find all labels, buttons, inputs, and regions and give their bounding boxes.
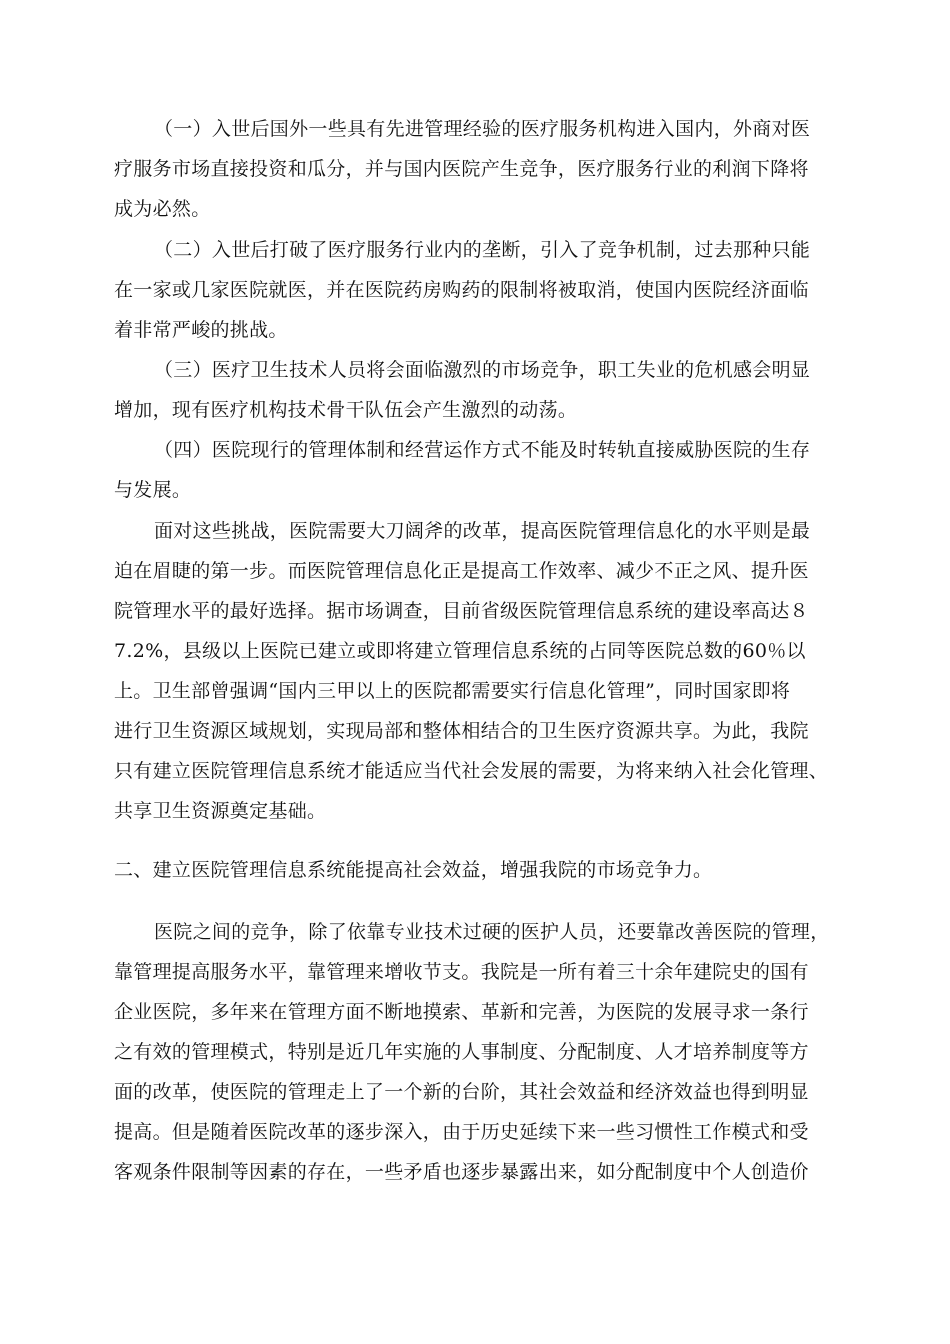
- paragraph-7-line-6: 提高。但是随着医院改革的逐步深入，由于历史延续下来一些习惯性工作模式和受: [114, 1121, 809, 1143]
- section-heading: 二、建立医院管理信息系统能提高社会效益，增强我院的市场竞争力。: [114, 859, 713, 881]
- paragraph-4-line-1: （四）医院现行的管理体制和经营运作方式不能及时转轨直接威胁医院的生存: [154, 439, 811, 461]
- paragraph-7-line-2: 靠管理提高服务水平，靠管理来增收节支。我院是一所有着三十余年建院史的国有: [114, 961, 809, 983]
- paragraph-7-line-4: 之有效的管理模式，特别是近几年实施的人事制度、分配制度、人才培养制度等方: [114, 1041, 809, 1063]
- paragraph-5-line-6: 进行卫生资源区域规划，实现局部和整体相结合的卫生医疗资源共享。为此，我院: [114, 720, 809, 742]
- paragraph-5-line-1: 面对这些挑战，医院需要大刀阔斧的改革，提高医院管理信息化的水平则是最: [154, 520, 811, 542]
- paragraph-1-line-2: 疗服务市场直接投资和瓜分，并与国内医院产生竞争，医疗服务行业的利润下降将: [114, 158, 809, 180]
- paragraph-7-line-7: 客观条件限制等因素的存在，一些矛盾也逐步暴露出来，如分配制度中个人创造价: [114, 1161, 809, 1183]
- paragraph-5-line-4: 7.2%，县级以上医院已建立或即将建立管理信息系统的占同等医院总数的60％以: [114, 640, 806, 662]
- paragraph-3-line-1: （三）医疗卫生技术人员将会面临激烈的市场竞争，职工失业的危机感会明显: [154, 359, 811, 381]
- paragraph-2-line-2: 在一家或几家医院就医，并在医院药房购药的限制将被取消，使国内医院经济面临: [114, 279, 809, 301]
- paragraph-5-line-3: 院管理水平的最好选择。据市场调查，目前省级医院管理信息系统的建设率高达８: [114, 600, 809, 622]
- paragraph-3-line-2: 增加，现有医疗机构技术骨干队伍会产生激烈的动荡。: [114, 399, 578, 421]
- paragraph-2-line-1: （二）入世后打破了医疗服务行业内的垄断，引入了竞争机制，过去那种只能: [154, 239, 811, 261]
- paragraph-5-line-8: 共享卫生资源奠定基础。: [114, 800, 327, 822]
- paragraph-7-line-5: 面的改革，使医院的管理走上了一个新的台阶，其社会效益和经济效益也得到明显: [114, 1081, 809, 1103]
- paragraph-5-line-2: 迫在眉睫的第一步。而医院管理信息化正是提高工作效率、减少不正之风、提升医: [114, 560, 809, 582]
- paragraph-4-line-2: 与发展。: [114, 479, 192, 501]
- paragraph-7-line-3: 企业医院，多年来在管理方面不断地摸索、革新和完善，为医院的发展寻求一条行: [114, 1001, 809, 1023]
- paragraph-5-line-5: 上。卫生部曾强调“国内三甲以上的医院都需要实行信息化管理”，同时国家即将: [114, 680, 791, 702]
- paragraph-7-line-1: 医院之间的竞争，除了依靠专业技术过硬的医护人员，还要靠改善医院的管理，: [154, 921, 830, 943]
- paragraph-2-line-3: 着非常严峻的挑战。: [114, 319, 288, 341]
- paragraph-5-line-7: 只有建立医院管理信息系统才能适应当代社会发展的需要，为将来纳入社会化管理、: [114, 760, 829, 782]
- paragraph-1-line-1: （一）入世后国外一些具有先进管理经验的医疗服务机构进入国内，外商对医: [154, 118, 811, 140]
- paragraph-1-line-3: 成为必然。: [114, 198, 211, 220]
